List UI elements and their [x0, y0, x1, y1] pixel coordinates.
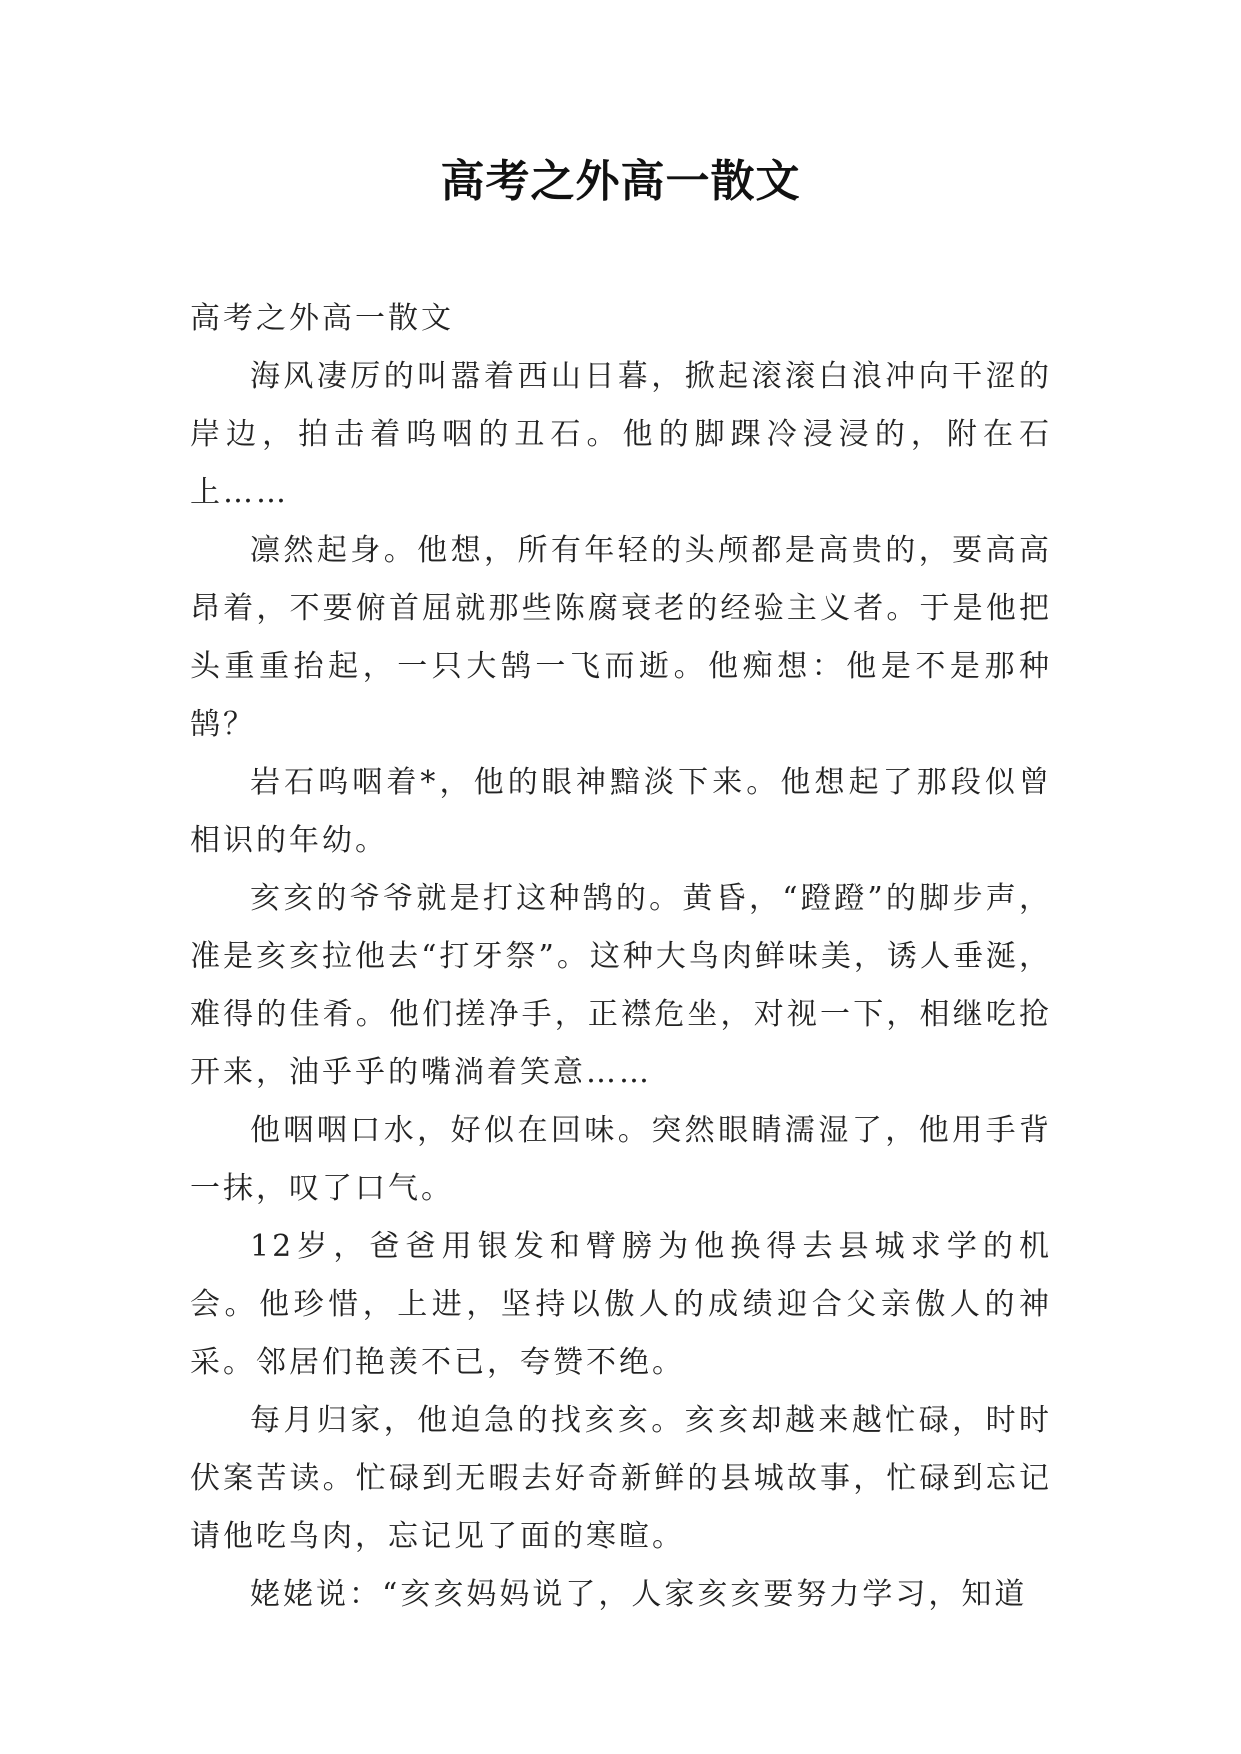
paragraph: 海风凄厉的叫嚣着西山日暮，掀起滚滚白浪冲向干涩的岸边，拍击着呜咽的丑石。他的脚踝冷浸浸的，附在石上……: [190, 359, 1052, 510]
paragraph: 他咽咽口水，好似在回味。突然眼睛濡湿了，他用手背一抹，叹了口气。: [190, 1113, 1052, 1206]
paragraph: 凛然起身。他想，所有年轻的头颅都是高贵的，要高高昂着，不要俯首屈就那些陈腐衰老的经验主义者。于是他把头重重抬起，一只大鹄一飞而逝。他痴想：他是不是那种鹄？: [190, 533, 1052, 742]
paragraph: 每月归家，他迫急的找亥亥。亥亥却越来越忙碌，时时伏案苦读。忙碌到无暇去好奇新鲜的县城故事，忙碌到忘记请他吃鸟肉，忘记见了面的寒暄。: [190, 1403, 1052, 1554]
document-body: [190, 290, 1052, 1624]
paragraph: 亥亥的爷爷就是打这种鹄的。黄昏，“蹬蹬”的脚步声，准是亥亥拉他去“打牙祭”。这种大鸟肉鲜味美，诱人垂涎，难得的佳肴。他们搓净手，正襟危坐，对视一下，相继吃抢开来，油乎乎的嘴淌着笑意……: [190, 881, 1052, 1090]
document-title: 高考之外高一散文: [440, 156, 801, 207]
paragraph: 姥姥说：“亥亥妈妈说了，人家亥亥要努力学习，知道: [250, 1577, 1028, 1612]
document-subtitle: 高考之外高一散文: [190, 301, 454, 336]
paragraph: 岩石呜咽着*，他的眼神黯淡下来。他想起了那段似曾相识的年幼。: [190, 765, 1052, 858]
paragraph: 12岁，爸爸用银发和臂膀为他换得去县城求学的机会。他珍惜，上进，坚持以傲人的成绩迎合父亲傲人的神采。邻居们艳羡不已，夸赞不绝。: [190, 1229, 1052, 1380]
